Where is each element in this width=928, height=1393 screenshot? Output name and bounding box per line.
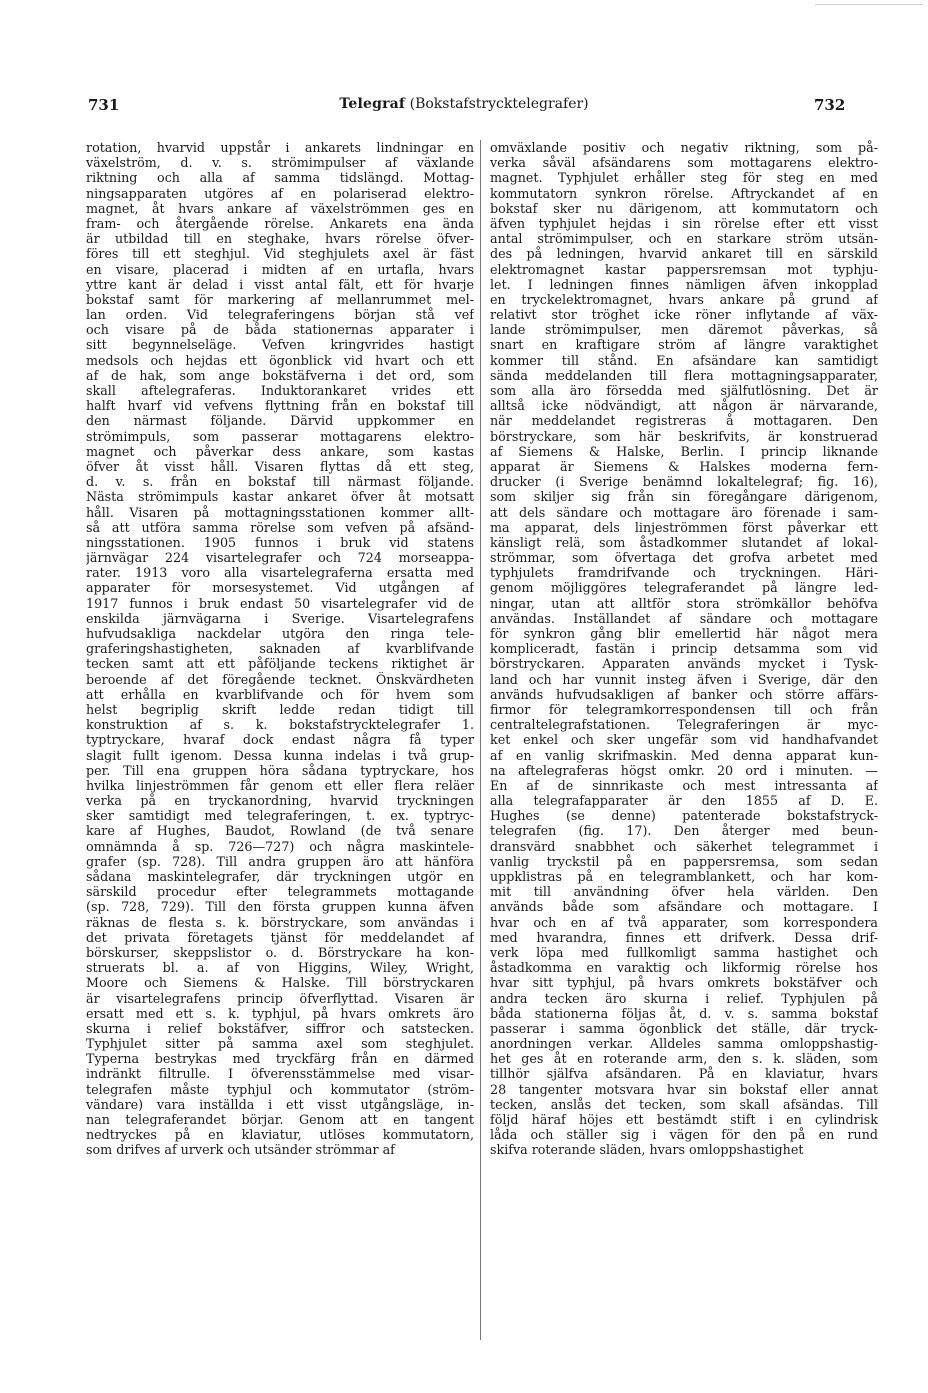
page-header <box>0 96 928 120</box>
text-line: konstruktion af s. k. bokstafstrycktelegrafer 1. <box>86 717 474 733</box>
text-line: firmor för telegramkorrespondensen till och från <box>490 701 878 717</box>
text-line: räknas de flesta s. k. börstryckare, som användas i <box>86 914 474 930</box>
text-line: verk löpa med fullkomligt samma hastighet och <box>490 944 878 960</box>
running-title <box>0 96 928 112</box>
text-line: Hughes (se denne) patenterade bokstafstryck- <box>490 808 878 824</box>
text-line: riktning och alla af samma tidslängd. Mottag- <box>86 170 474 186</box>
text-line: som drifves af urverk och utsänder strömmar af <box>86 1142 395 1158</box>
text-line: verka såväl afsändarens som mottagarens elektro- <box>490 155 878 171</box>
text-line: vanlig tryckstil på en pappersremsa, som sedan <box>490 853 878 869</box>
text-line: sända meddelanden till flera mottagningsapparater, <box>490 367 878 383</box>
text-line: struerats bl. a. af von Higgins, Wiley, Wright, <box>86 960 474 976</box>
text-line: af de hak, som ange bokstäfverna i det ord, som <box>86 367 474 383</box>
text-line: följd häraf höjes ett bestämdt stift i en cylindrisk <box>490 1112 878 1127</box>
text-line: en visare, placerad i midten af en urtafla, hvars <box>86 261 474 277</box>
text-line: den närmast följande. Därvid uppkommer en <box>86 413 474 429</box>
text-line: skall aftelegraferas. Induktorankaret vrides ett <box>86 383 474 398</box>
text-line: ningsapparaten utgöres af en polariserad elektro- <box>86 185 474 201</box>
text-line: yttre kant är delad i visst antal fält, ett för hvarje <box>86 276 474 292</box>
text-line: omnämnda å sp. 726—727) och några maskintele- <box>86 838 474 854</box>
text-line: strömmar, som öfvertaga det grofva arbetet med <box>490 550 878 566</box>
text-line: relativt stor tröghet icke röner inflytande af väx- <box>490 307 878 323</box>
text-line: elektromagnet kastar pappersremsan mot typhju- <box>490 261 878 277</box>
text-line: järnvägar 224 visartelegrafer och 724 morseappa- <box>86 550 474 566</box>
text-line: (sp. 728, 729). Till den första gruppen kunna äfven <box>86 899 474 915</box>
text-line: kare af Hughes, Baudot, Rowland (de två senare <box>86 823 474 839</box>
text-line: drucker (i Sverige benämnd lokaltelegraf; fig. 16), <box>490 474 878 490</box>
running-title-main: Telegraf <box>339 96 406 112</box>
text-line: bokstaf sker nu därigenom, att kommutatorn och <box>490 200 878 216</box>
text-line: hvar och en af två apparater, som korrespondera <box>490 914 878 930</box>
text-line: land och har vunnit insteg äfven i Sverige, där den <box>490 671 878 687</box>
text-line: tecken samt att ett påföljande teckens riktighet är <box>86 656 474 672</box>
text-line: börstryckare, som här beskrifvits, är konstruerad <box>490 428 878 444</box>
text-line: ningsstationen. 1905 funnos i bruk vid statens <box>86 534 474 550</box>
text-line: ersatt med ett s. k. typhjul, på hvars omkrets äro <box>86 1005 474 1021</box>
text-line: des på ledningen, hvarvid ankaret till en särskild <box>490 246 878 262</box>
text-line: grafer (sp. 728). Till andra gruppen äro att hänföra <box>86 853 474 869</box>
text-line: ma apparat, dels linjeströmmen först påverkar ett <box>490 519 878 535</box>
text-line: magnet och påverkar dess ankare, som kastas <box>86 443 474 459</box>
text-line: fram- och återgående rörelse. Ankarets ena ända <box>86 215 474 231</box>
text-line: uppklistras på en telegramblankett, och har kom- <box>490 869 878 884</box>
text-line: 28 tangenter motsvara hvar sin bokstaf eller annat <box>490 1081 878 1097</box>
text-line: en tryckelektromagnet, hvars ankare på grund af <box>490 291 878 307</box>
text-line: tecken, anslås det tecken, som skall afsändas. Till <box>490 1096 878 1112</box>
text-line: används både som afsändare och mottagare. I <box>490 899 878 915</box>
text-line: hvar sitt typhjul, på hvars omkrets bokstäfver och <box>490 975 878 991</box>
text-line: åstadkomma en varaktig och likformig rörelse hos <box>490 960 878 976</box>
right-column <box>490 140 878 1350</box>
text-line: typhjulets framdrifvande och tryckningen. Häri- <box>490 565 878 581</box>
running-title-sub: (Bokstafstrycktelegrafer) <box>409 96 589 112</box>
text-line: alla telegrafapparater är den 1855 af D. E. <box>490 793 878 809</box>
text-line: börskurser, skeppslistor o. d. Börstryckare ha kon- <box>86 944 474 960</box>
text-line: snart en kraftigare ström af längre varaktighet <box>490 337 878 353</box>
text-line: af Siemens & Halske, Berlin. I princip liknande <box>490 443 878 459</box>
text-line: per. Till ena gruppen höra sådana typtryckare, hos <box>86 762 474 778</box>
text-line: användas. Inställandet af sändare och mottagare <box>490 610 878 626</box>
text-line: 1917 funnos i bruk endast 50 visartelegrafer vid de <box>86 595 474 611</box>
text-line: används hufvudsakligen af banker och större affärs- <box>490 686 878 702</box>
text-line: lande strömimpulser, men däremot påverkas, så <box>490 322 878 338</box>
text-line: kompliceradt, fastän i princip detsamma som vid <box>490 641 878 657</box>
text-line: med hvarandra, finnes ett drifverk. Dessa drif- <box>490 929 878 945</box>
text-line: telegrafen (fig. 17). Den återger med beun- <box>490 823 878 839</box>
scan-edge-mark <box>815 4 923 5</box>
text-line: strömimpuls, som passerar mottagarens elektro- <box>86 428 474 444</box>
text-line: växelström, d. v. s. strömimpulser af växlande <box>86 155 474 171</box>
text-line: centraltelegrafstationen. Telegraferingen är myc- <box>490 717 878 733</box>
text-line: nan telegraferandet börjar. Genom att en tangent <box>86 1112 474 1127</box>
text-line: genom möjliggöres telegraferandet på längre led- <box>490 580 878 596</box>
text-line: enskilda järnvägarna i Sverige. Visartelegrafens <box>86 610 474 626</box>
page-number-right: 732 <box>814 96 846 114</box>
text-line: hvilka linjeströmmen får genom ett eller flera reläer <box>86 777 474 793</box>
text-line: Moore och Siemens & Halske. Till börstryckaren <box>86 975 474 991</box>
text-line: beroende af det föregående tecknet. Önskvärdheten <box>86 671 474 687</box>
text-line: sker samtidigt med telegraferingen, t. ex. typtryc- <box>86 808 474 824</box>
text-line: na aftelegraferas högst omkr. 20 ord i minuten. — <box>490 762 878 778</box>
text-line: rotation, hvarvid uppstår i ankarets lindningar en <box>86 140 474 155</box>
text-line: känsligt relä, som åstadkommer slutandet af lokal- <box>490 534 878 550</box>
text-line: kommutatorn synkron rörelse. Aftryckandet af en <box>490 185 878 201</box>
text-line: nedtryckes på en klaviatur, utlöses kommutatorn, <box>86 1127 474 1143</box>
text-line: öfver åt visst håll. Visaren flyttas då ett steg, <box>86 458 474 474</box>
text-line: äfven typhjulet hejdas i sin rörelse efter ett visst <box>490 215 878 231</box>
text-line: vändare) vara inställda i ett visst utgångsläge, in- <box>86 1096 474 1112</box>
text-line: föres till ett steghjul. Vid steghjulets axel är fäst <box>86 246 474 262</box>
text-line: ningar, utan att alltför stora strömkällor behöfva <box>490 595 878 611</box>
text-line: af en vanlig skrifmaskin. Med denna apparat kun- <box>490 747 878 763</box>
text-line: låda och ställer sig i vägen för den på en rund <box>490 1127 878 1143</box>
text-line: börstryckaren. Apparaten används mycket i Tysk- <box>490 656 878 672</box>
text-line: apparater för morsesystemet. Vid utgången af <box>86 580 474 596</box>
text-line: lan orden. Vid telegraferingens början stå vef <box>86 307 474 323</box>
text-line: båda stationerna följas åt, d. v. s. samma bokstaf <box>490 1005 878 1021</box>
text-line: magnet. Typhjulet erhåller steg för steg en med <box>490 170 878 186</box>
text-line: anordningen verkar. Alldeles samma omloppshastig- <box>490 1036 878 1052</box>
text-line: indränkt filtrulle. I öfverensstämmelse med visar- <box>86 1066 474 1082</box>
text-line: rater. 1913 voro alla visartelegraferna ersatta med <box>86 565 474 581</box>
text-line: passerar i samma ögonblick det ställe, där tryck- <box>490 1020 878 1036</box>
text-line: som alla äro försedda med själfutlösning. Det är <box>490 383 878 398</box>
column-divider <box>480 140 481 1340</box>
text-line: att dels sändare och mottagare äro förenade i sam- <box>490 504 878 520</box>
text-line: En af de sinnrikaste och mest intressanta af <box>490 777 878 793</box>
text-line: antal strömimpulser, och en starkare ström utsän- <box>490 231 878 247</box>
text-line: magnet, åt hvars ankare af växelströmmen ges en <box>86 200 474 216</box>
text-line: omväxlande positiv och negativ riktning, som på- <box>490 140 878 155</box>
text-line: let. I ledningen finnes nämligen äfven inkopplad <box>490 276 878 292</box>
text-line: Nästa strömimpuls kastar ankaret öfver åt motsatt <box>86 489 474 505</box>
text-line: dransvärd snabbhet och säkerhet telegrammet i <box>490 838 878 854</box>
text-line: det privata företagets tjänst för meddelandet af <box>86 929 474 945</box>
text-line: när meddelandet registreras å mottagaren. Den <box>490 413 878 429</box>
text-line: tillhör själfva afsändaren. På en klaviatur, hvars <box>490 1066 878 1082</box>
text-line: mit till användning öfver hela världen. Den <box>490 884 878 900</box>
text-line: het ges åt en roterande arm, den s. k. släden, som <box>490 1051 878 1067</box>
text-line: helst begriplig skrift ledde redan tidigt till <box>86 701 474 717</box>
text-line: medsols och hejdas ett ögonblick vid hvart och ett <box>86 352 474 368</box>
text-line: typtryckare, hvaraf dock endast några få typer <box>86 732 474 748</box>
text-line: är utbildad till en steghake, hvars rörelse öfver- <box>86 231 474 247</box>
text-line: bokstaf samt för markering af mellanrummet mel- <box>86 291 474 307</box>
text-line: så att utföra samma rörelse som vefven på afsänd- <box>86 519 474 535</box>
page-number-left: 731 <box>88 96 120 114</box>
text-line: apparat är Siemens & Halskes moderna fern- <box>490 458 878 474</box>
text-line: d. v. s. från en bokstaf till närmast följande. <box>86 474 474 490</box>
text-line: särskild procedur efter telegrammets mottagande <box>86 884 474 900</box>
text-line: Typhjulet sitter på samma axel som steghjulet. <box>86 1036 474 1052</box>
left-column <box>86 140 474 1350</box>
text-line: telegrafen måste typhjul och kommutator (ström- <box>86 1081 474 1097</box>
text-line: Typerna bestrykas med tryckfärg från en därmed <box>86 1051 474 1067</box>
text-line: för synkron gång blir emellertid här något mera <box>490 626 878 641</box>
text-line: halft hvarf vid vefvens flyttning från en bokstaf till <box>86 398 474 414</box>
text-line: alltså icke nödvändigt, att någon är närvarande, <box>490 398 878 414</box>
text-line: sådana maskintelegrafer, där tryckningen utgör en <box>86 869 474 884</box>
text-line: ket enkel och sker ungefär som vid handhafvandet <box>490 732 878 748</box>
text-line: andra tecken äro skurna i relief. Typhjulen på <box>490 990 878 1006</box>
text-line: skurna i relief bokstäfver, siffror och satstecken. <box>86 1020 474 1036</box>
text-line: håll. Visaren på mottagningsstationen kommer allt- <box>86 504 474 520</box>
text-line: verka på en tryckanordning, hvarvid tryckningen <box>86 793 474 809</box>
text-line: skifva roterande släden, hvars omloppshastighet <box>490 1142 804 1158</box>
text-line: är visartelegrafens princip öfverflyttad. Visaren är <box>86 990 474 1006</box>
text-line: och visare på de båda stationernas apparater i <box>86 322 474 338</box>
text-line: sitt begynnelseläge. Vefven kringvrides hastigt <box>86 337 474 353</box>
text-line: kommer till stånd. En afsändare kan samtidigt <box>490 352 878 368</box>
text-line: graferingshastigheten, saknaden af kvarblifvande <box>86 641 474 657</box>
text-line: hufvudsakliga nackdelar utgöra den ringa tele- <box>86 626 474 641</box>
text-line: som skiljer sig från sin föregångare därigenom, <box>490 489 878 505</box>
text-line: att erhålla en kvarblifvande och för hvem som <box>86 686 474 702</box>
text-line: slagit fullt igenom. Dessa kunna indelas i två grup- <box>86 747 474 763</box>
